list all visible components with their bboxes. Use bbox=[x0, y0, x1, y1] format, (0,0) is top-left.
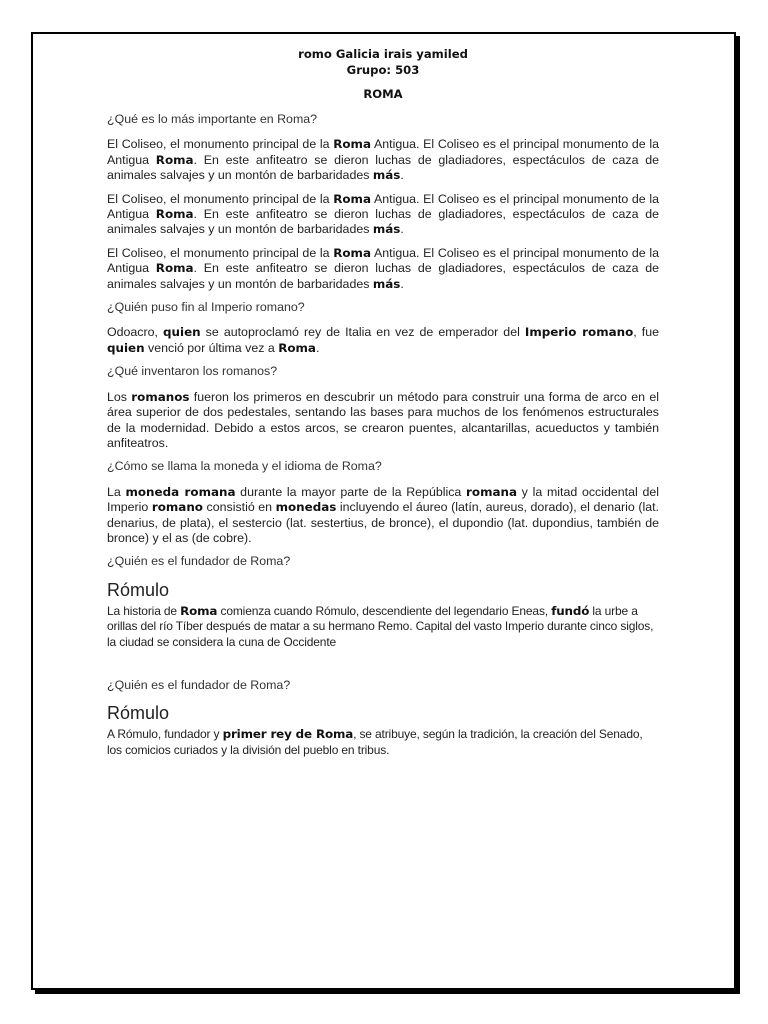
answer-6-heading: Rómulo bbox=[107, 703, 170, 724]
question-3: ¿Qué inventaron los romanos? bbox=[107, 364, 278, 379]
spacer bbox=[107, 650, 659, 678]
question-4: ¿Cómo se llama la moneda y el idioma de Roma? bbox=[107, 459, 382, 474]
answer-6: A Rómulo, fundador y primer rey de Roma, se atribuye, según la tradición, la creación del Senado, los comicios curiados y la división del pueblo en tribus. bbox=[107, 727, 643, 757]
answer-5-heading: Rómulo bbox=[107, 579, 170, 600]
question-6: ¿Quién es el fundador de Roma? bbox=[107, 677, 291, 692]
author-name: romo Galicia irais yamiled bbox=[298, 47, 468, 61]
answer-1-paragraph-1: El Coliseo, el monumento principal de la Roma Antigua. El Coliseo es el principal monumento de la Antigua Roma. En este anfiteatro se dieron luchas de gladiadores, espectáculos de caza de animales salvajes y un montón de barbaridades más. bbox=[107, 137, 660, 183]
answer-1-paragraph-3: El Coliseo, el monumento principal de la Roma Antigua. El Coliseo es el principal monumento de la Antigua Roma. En este anfiteatro se dieron luchas de gladiadores, espectáculos de caza de animales salvajes y un montón de barbaridades más. bbox=[107, 245, 660, 291]
answer-3: Los romanos fueron los primeros en descubrir un método para construir una forma de arco en el área superior de dos pedestales, sentando las bases para muchos de los fenómenos estructurales de la modernidad. Debido a estos arcos, se crearon puentes, alcantarillas, acueductos y también anfiteatros. bbox=[107, 389, 659, 450]
answer-5: La historia de Roma comienza cuando Rómulo, descendiente del legendario Eneas, fundó la urbe a orillas del río Tíber después de matar a su hermano Remo. Capital del vasto Imperio durante cinco siglos, la ciudad se considera la cuna de Occidente bbox=[107, 603, 654, 649]
question-5: ¿Quién es el fundador de Roma? bbox=[107, 554, 291, 569]
group-label: Grupo: 503 bbox=[346, 63, 420, 77]
document-title: ROMA bbox=[363, 87, 403, 101]
answer-1-paragraph-2: El Coliseo, el monumento principal de la Roma Antigua. El Coliseo es el principal monumento de la Antigua Roma. En este anfiteatro se dieron luchas de gladiadores, espectáculos de caza de animales salvajes y un montón de barbaridades más. bbox=[107, 191, 660, 237]
answer-2: Odoacro, quien se autoproclamó rey de Italia en vez de emperador del Imperio romano, fue quien venció por última vez a Roma. bbox=[107, 325, 659, 355]
document-body bbox=[107, 46, 659, 758]
answer-4: La moneda romana durante la mayor parte de la República romana y la mitad occidental del Imperio romano consistió en monedas incluyendo el áureo (latín, aureus, dorado), el denario (lat. denarius, de plata), el sestercio (lat. sestertius, de bronce), el dupondio (lat. dupondius, también de bronce) y el as (de cobre). bbox=[107, 484, 659, 545]
question-1: ¿Qué es lo más importante en Roma? bbox=[107, 112, 318, 126]
question-2: ¿Quién puso fin al Imperio romano? bbox=[107, 300, 305, 315]
